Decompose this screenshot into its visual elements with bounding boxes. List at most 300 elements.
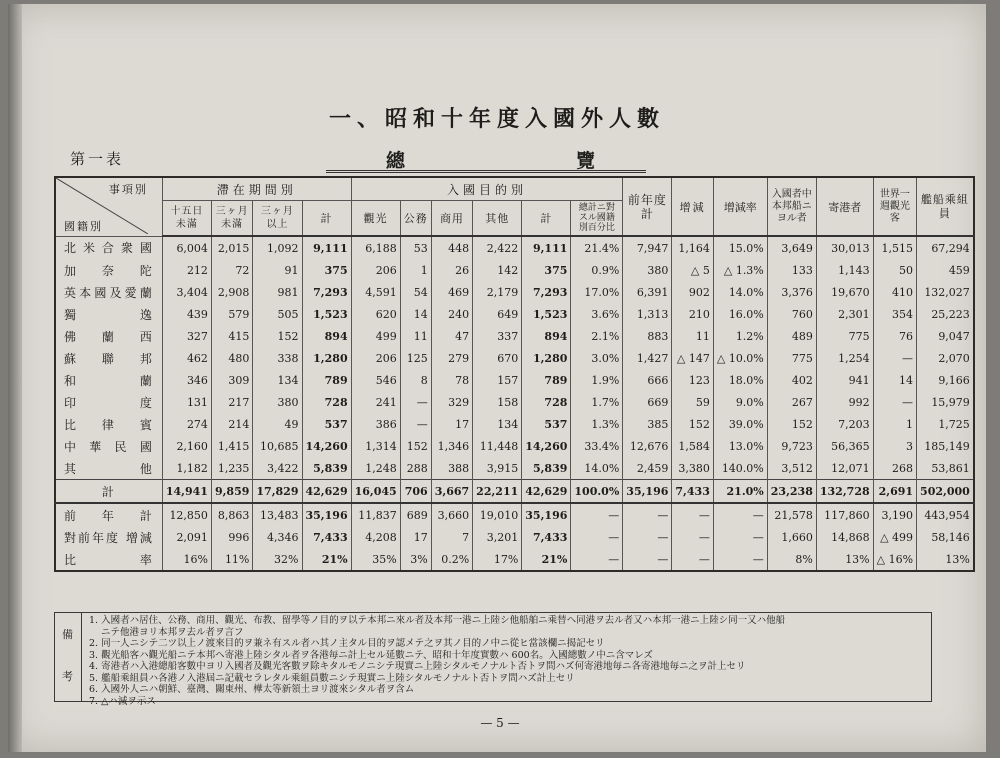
table-cell: 894 bbox=[522, 325, 571, 347]
notes-side-bottom: 考 bbox=[62, 670, 73, 683]
table-cell: 1,584 bbox=[672, 435, 713, 457]
table-cell: 579 bbox=[211, 303, 252, 325]
row-label: 事項別 bbox=[108, 183, 148, 196]
table-row bbox=[55, 435, 974, 457]
stay-col-header: 三ヶ月以上 bbox=[253, 201, 302, 237]
page-title: 一、昭和十年度入國外人數 bbox=[328, 106, 665, 132]
table-cell: △ 10.0% bbox=[713, 347, 767, 369]
table-cell: 3,422 bbox=[253, 457, 302, 480]
table-body bbox=[55, 236, 974, 571]
table-cell: 14,260 bbox=[522, 435, 571, 457]
table-cell: 354 bbox=[873, 303, 916, 325]
table-cell: 7 bbox=[431, 526, 472, 548]
table-cell: 385 bbox=[623, 413, 672, 435]
table-cell: 789 bbox=[302, 369, 351, 391]
table-cell: 4,591 bbox=[351, 281, 400, 303]
table-row bbox=[55, 369, 974, 391]
table-cell: 469 bbox=[431, 281, 472, 303]
table-cell: 14.0% bbox=[713, 281, 767, 303]
table-cell: 309 bbox=[211, 369, 252, 391]
row-label: 其他 bbox=[55, 457, 162, 480]
table-cell: 7,433 bbox=[302, 526, 351, 548]
table-cell: 16,045 bbox=[351, 480, 400, 504]
table-cell: 15.0% bbox=[713, 236, 767, 259]
table-cell: 2,301 bbox=[816, 303, 873, 325]
table-cell: 140.0% bbox=[713, 457, 767, 480]
table-cell: 240 bbox=[431, 303, 472, 325]
table-cell: 6,391 bbox=[623, 281, 672, 303]
table-cell: 267 bbox=[767, 391, 816, 413]
table-cell: 1,313 bbox=[623, 303, 672, 325]
table-cell: △ 147 bbox=[672, 347, 713, 369]
table-cell: 4,346 bbox=[253, 526, 302, 548]
row-label: 中華民國 bbox=[55, 435, 162, 457]
table-cell: 3,380 bbox=[672, 457, 713, 480]
table-cell: △ 16% bbox=[873, 548, 916, 571]
table-cell: 91 bbox=[253, 259, 302, 281]
table-cell: 6,004 bbox=[162, 236, 211, 259]
table-cell: 42,629 bbox=[522, 480, 571, 504]
table-cell: 546 bbox=[351, 369, 400, 391]
table-cell: 728 bbox=[522, 391, 571, 413]
table-cell: — bbox=[623, 503, 672, 526]
note-item: ニテ他港ヨリ本邦ヲ去ル者ヲ言フ bbox=[101, 626, 244, 638]
table-cell: 12,850 bbox=[162, 503, 211, 526]
row-label: 印度 bbox=[55, 391, 162, 413]
table-cell: 100.0% bbox=[571, 480, 623, 504]
table-cell: 8 bbox=[400, 369, 431, 391]
table-cell: 206 bbox=[351, 259, 400, 281]
table-cell: 689 bbox=[400, 503, 431, 526]
table-cell: △ 1.3% bbox=[713, 259, 767, 281]
table-cell: △ 499 bbox=[873, 526, 916, 548]
table-cell: 35% bbox=[351, 548, 400, 571]
table-cell: 489 bbox=[767, 325, 816, 347]
table-cell: 537 bbox=[522, 413, 571, 435]
purpose-col-header: 商用 bbox=[431, 201, 472, 237]
table-cell: 789 bbox=[522, 369, 571, 391]
table-cell: 206 bbox=[351, 347, 400, 369]
table-cell: 3,667 bbox=[431, 480, 472, 504]
table-cell: 22,211 bbox=[473, 480, 522, 504]
table-cell: 33.4% bbox=[571, 435, 623, 457]
table-cell: 459 bbox=[917, 259, 974, 281]
table-cell: 17 bbox=[400, 526, 431, 548]
note-item: 4. 寄港者ハ入港總船客數中ヨリ入國者及觀光客數ヲ除キタルモノニシテ現實ニ上陸シタルモノナルト否トヲ問ハズ何寄港地毎ニ各寄港地毎ニ之ヲ計上セリ bbox=[89, 661, 746, 672]
col-label: 國籍別 bbox=[64, 219, 103, 233]
purpose-col-header: 公務 bbox=[400, 201, 431, 237]
table-cell: 15,979 bbox=[917, 391, 974, 413]
table-cell: — bbox=[400, 413, 431, 435]
table-cell: 14 bbox=[400, 303, 431, 325]
table-cell: 996 bbox=[211, 526, 252, 548]
table-cell: 214 bbox=[211, 413, 252, 435]
table-cell: 2,179 bbox=[473, 281, 522, 303]
table-cell: 56,365 bbox=[816, 435, 873, 457]
table-cell: 1,515 bbox=[873, 236, 916, 259]
table-cell: 17 bbox=[431, 413, 472, 435]
table-cell: 14,868 bbox=[816, 526, 873, 548]
table-cell: 380 bbox=[253, 391, 302, 413]
table-cell: 1,182 bbox=[162, 457, 211, 480]
note-item: 7. △ハ減ヲ示ス bbox=[89, 695, 156, 707]
table-cell: 152 bbox=[400, 435, 431, 457]
table-cell: 2,691 bbox=[873, 480, 916, 504]
table-cell: 1.2% bbox=[713, 325, 767, 347]
table-cell: 1.7% bbox=[571, 391, 623, 413]
table-cell: 59 bbox=[672, 391, 713, 413]
table-cell: 133 bbox=[767, 259, 816, 281]
table-cell: 58,146 bbox=[917, 526, 974, 548]
note-item: 6. 入國外人ニハ朝鮮、臺灣、關東州、樺太等新領土ヨリ渡來シタル者ヲ含ム bbox=[89, 684, 415, 695]
table-cell: 981 bbox=[253, 281, 302, 303]
table-cell: 329 bbox=[431, 391, 472, 413]
port-visitors-header: 寄港者 bbox=[816, 177, 873, 236]
table-cell: 1,660 bbox=[767, 526, 816, 548]
title-underline bbox=[326, 170, 646, 173]
table-cell: 502,000 bbox=[917, 480, 974, 504]
table-cell: 9,111 bbox=[302, 236, 351, 259]
table-cell: 1 bbox=[873, 413, 916, 435]
stay-group-header: 滯在期間別 bbox=[162, 177, 351, 201]
table-cell: 3 bbox=[873, 435, 916, 457]
table-cell: 21.4% bbox=[571, 236, 623, 259]
table-cell: 13.0% bbox=[713, 435, 767, 457]
row-label: 北米合衆國 bbox=[55, 236, 162, 259]
table-cell: 4,208 bbox=[351, 526, 400, 548]
table-cell: 1,523 bbox=[302, 303, 351, 325]
table-cell: 32% bbox=[253, 548, 302, 571]
table-cell: 142 bbox=[473, 259, 522, 281]
table-cell: 1,427 bbox=[623, 347, 672, 369]
table-cell: — bbox=[623, 548, 672, 571]
table-cell: — bbox=[571, 548, 623, 571]
table-cell: 21% bbox=[522, 548, 571, 571]
table-cell: 9.0% bbox=[713, 391, 767, 413]
purpose-group-header: 入國目的別 bbox=[351, 177, 623, 201]
table-cell: 3,660 bbox=[431, 503, 472, 526]
table-cell: 17% bbox=[473, 548, 522, 571]
table-cell: — bbox=[873, 347, 916, 369]
table-cell: 1,143 bbox=[816, 259, 873, 281]
table-cell: 3,512 bbox=[767, 457, 816, 480]
table-cell: — bbox=[713, 548, 767, 571]
table-cell: 327 bbox=[162, 325, 211, 347]
row-label: 前年計 bbox=[55, 503, 162, 526]
table-cell: 9,859 bbox=[211, 480, 252, 504]
table-row bbox=[55, 413, 974, 435]
table-cell: 2,160 bbox=[162, 435, 211, 457]
table-cell: 439 bbox=[162, 303, 211, 325]
table-cell: 3,915 bbox=[473, 457, 522, 480]
table-cell: 54 bbox=[400, 281, 431, 303]
table-cell: 8% bbox=[767, 548, 816, 571]
table-cell: 18.0% bbox=[713, 369, 767, 391]
notes-box bbox=[54, 612, 932, 707]
table-row bbox=[55, 259, 974, 281]
table-cell: 7,293 bbox=[302, 281, 351, 303]
table-cell: 268 bbox=[873, 457, 916, 480]
row-label: 對前年度 增減 bbox=[55, 526, 162, 548]
table-cell: 375 bbox=[302, 259, 351, 281]
table-cell: 1,248 bbox=[351, 457, 400, 480]
table-cell: 11% bbox=[211, 548, 252, 571]
world-tour-header: 世界一週觀光客 bbox=[873, 177, 916, 236]
table-cell: 7,293 bbox=[522, 281, 571, 303]
table-row bbox=[55, 480, 974, 504]
header-row-1 bbox=[55, 177, 974, 201]
table-cell: 3,201 bbox=[473, 526, 522, 548]
table-cell: 14,941 bbox=[162, 480, 211, 504]
table-cell: 30,013 bbox=[816, 236, 873, 259]
table-cell: 728 bbox=[302, 391, 351, 413]
table-row bbox=[55, 303, 974, 325]
table-cell: 132,027 bbox=[917, 281, 974, 303]
table-cell: 338 bbox=[253, 347, 302, 369]
table-cell: 76 bbox=[873, 325, 916, 347]
table-cell: 39.0% bbox=[713, 413, 767, 435]
table-cell: 12,676 bbox=[623, 435, 672, 457]
table-cell: 620 bbox=[351, 303, 400, 325]
table-cell: 448 bbox=[431, 236, 472, 259]
table-cell: 12,071 bbox=[816, 457, 873, 480]
table-cell: 19,670 bbox=[816, 281, 873, 303]
table-cell: 669 bbox=[623, 391, 672, 413]
table-cell: 1.3% bbox=[571, 413, 623, 435]
table-cell: 1,092 bbox=[253, 236, 302, 259]
table-cell: 134 bbox=[473, 413, 522, 435]
table-cell: 775 bbox=[767, 347, 816, 369]
change-rate-header: 增減率 bbox=[713, 177, 767, 236]
table-cell: 11,448 bbox=[473, 435, 522, 457]
table-cell: 410 bbox=[873, 281, 916, 303]
table-cell: 152 bbox=[672, 413, 713, 435]
table-cell: 2,459 bbox=[623, 457, 672, 480]
stay-col-header: 三ヶ月未滿 bbox=[211, 201, 252, 237]
table-cell: 1,314 bbox=[351, 435, 400, 457]
table-cell: 388 bbox=[431, 457, 472, 480]
table-row bbox=[55, 526, 974, 548]
table-cell: 13% bbox=[816, 548, 873, 571]
table-cell: 67,294 bbox=[917, 236, 974, 259]
table-cell: 131 bbox=[162, 391, 211, 413]
table-title-right: 覽 bbox=[576, 150, 598, 172]
table-cell: 380 bbox=[623, 259, 672, 281]
notes-side-label bbox=[55, 613, 82, 701]
table-cell: 2.1% bbox=[571, 325, 623, 347]
table-cell: 35,196 bbox=[302, 503, 351, 526]
table-cell: 6,188 bbox=[351, 236, 400, 259]
table-title-left: 總 bbox=[386, 150, 408, 172]
table-cell: 706 bbox=[400, 480, 431, 504]
table-cell: — bbox=[713, 503, 767, 526]
table-cell: 1,280 bbox=[522, 347, 571, 369]
table-cell: 7,433 bbox=[522, 526, 571, 548]
table-cell: 21.0% bbox=[713, 480, 767, 504]
row-label: 比律賓 bbox=[55, 413, 162, 435]
table-label: 第一表 bbox=[70, 150, 125, 168]
table-cell: 72 bbox=[211, 259, 252, 281]
table-row bbox=[55, 325, 974, 347]
purpose-col-header: 觀光 bbox=[351, 201, 400, 237]
table-cell: 14.0% bbox=[571, 457, 623, 480]
table-cell: 9,047 bbox=[917, 325, 974, 347]
table-row bbox=[55, 281, 974, 303]
row-label: 計 bbox=[55, 480, 162, 504]
table-cell: 279 bbox=[431, 347, 472, 369]
row-label: 英本國及愛蘭 bbox=[55, 281, 162, 303]
table-cell: 14 bbox=[873, 369, 916, 391]
table-cell: 19,010 bbox=[473, 503, 522, 526]
table-cell: 241 bbox=[351, 391, 400, 413]
table-cell: 3,190 bbox=[873, 503, 916, 526]
table-row bbox=[55, 347, 974, 369]
row-label: 比率 bbox=[55, 548, 162, 571]
table-cell: 2,015 bbox=[211, 236, 252, 259]
table-cell: 992 bbox=[816, 391, 873, 413]
table-cell: 1,523 bbox=[522, 303, 571, 325]
table-cell: 1,346 bbox=[431, 435, 472, 457]
table-cell: — bbox=[623, 526, 672, 548]
table-cell: 23,238 bbox=[767, 480, 816, 504]
table-cell: 35,196 bbox=[522, 503, 571, 526]
table-cell: 883 bbox=[623, 325, 672, 347]
table-cell: 1,415 bbox=[211, 435, 252, 457]
table-cell: 123 bbox=[672, 369, 713, 391]
table-cell: 0.2% bbox=[431, 548, 472, 571]
stay-col-header: 十五日未滿 bbox=[162, 201, 211, 237]
table-cell: 152 bbox=[767, 413, 816, 435]
table-cell: 775 bbox=[816, 325, 873, 347]
table-cell: 125 bbox=[400, 347, 431, 369]
prev-year-header: 前年度計 bbox=[623, 177, 672, 236]
table-cell: 13% bbox=[917, 548, 974, 571]
note-item: 2. 同一人ニシテ二ツ以上ノ渡來目的ヲ兼ネ有スル者ハ其ノ主タル目的ヲ認メテ之ヲ其ノ目的ノ中ニ從ヒ當該欄ニ揭記セリ bbox=[89, 638, 605, 649]
table-cell: 505 bbox=[253, 303, 302, 325]
table-cell: 132,728 bbox=[816, 480, 873, 504]
table-cell: 26 bbox=[431, 259, 472, 281]
table-row bbox=[55, 503, 974, 526]
table-cell: 443,954 bbox=[917, 503, 974, 526]
table-cell: 2,091 bbox=[162, 526, 211, 548]
table-cell: 9,166 bbox=[917, 369, 974, 391]
table-cell: 1,235 bbox=[211, 457, 252, 480]
table-cell: 537 bbox=[302, 413, 351, 435]
table-cell: △ 5 bbox=[672, 259, 713, 281]
table-cell: 1,280 bbox=[302, 347, 351, 369]
table-cell: 1,254 bbox=[816, 347, 873, 369]
row-label: 加奈陀 bbox=[55, 259, 162, 281]
table-cell: 3.0% bbox=[571, 347, 623, 369]
table-cell: 3,376 bbox=[767, 281, 816, 303]
table-cell: 11,837 bbox=[351, 503, 400, 526]
table-cell: 53,861 bbox=[917, 457, 974, 480]
purpose-col-header: 其他 bbox=[473, 201, 522, 237]
table-cell: 274 bbox=[162, 413, 211, 435]
ship-entry-header: 入國者中本邦船ニヨル者 bbox=[767, 177, 816, 236]
table-cell: 5,839 bbox=[522, 457, 571, 480]
table-cell: 2,070 bbox=[917, 347, 974, 369]
table-cell: 5,839 bbox=[302, 457, 351, 480]
table-cell: 42,629 bbox=[302, 480, 351, 504]
change-header: 增減 bbox=[672, 177, 713, 236]
table-cell: 49 bbox=[253, 413, 302, 435]
table-cell: 2,908 bbox=[211, 281, 252, 303]
table-cell: 53 bbox=[400, 236, 431, 259]
stay-col-header: 計 bbox=[302, 201, 351, 237]
table-cell: 7,203 bbox=[816, 413, 873, 435]
table-cell: 210 bbox=[672, 303, 713, 325]
table-row bbox=[55, 391, 974, 413]
table-cell: 11 bbox=[400, 325, 431, 347]
table-cell: 1,164 bbox=[672, 236, 713, 259]
table-cell: 1.9% bbox=[571, 369, 623, 391]
table-cell: — bbox=[672, 548, 713, 571]
table-cell: — bbox=[873, 391, 916, 413]
table-cell: 499 bbox=[351, 325, 400, 347]
page-number: — 5 — bbox=[480, 716, 520, 730]
table-cell: 35,196 bbox=[623, 480, 672, 504]
table-cell: 7,947 bbox=[623, 236, 672, 259]
table-cell: — bbox=[713, 526, 767, 548]
table-cell: 894 bbox=[302, 325, 351, 347]
crew-header: 艦船乘組員 bbox=[917, 177, 974, 236]
table-cell: 760 bbox=[767, 303, 816, 325]
notes-list bbox=[89, 615, 785, 707]
table-cell: 670 bbox=[473, 347, 522, 369]
table-cell: 10,685 bbox=[253, 435, 302, 457]
table-cell: 217 bbox=[211, 391, 252, 413]
table-cell: 7,433 bbox=[672, 480, 713, 504]
table-cell: 14,260 bbox=[302, 435, 351, 457]
table-cell: 649 bbox=[473, 303, 522, 325]
table-cell: 3,404 bbox=[162, 281, 211, 303]
row-label: 蘇聯邦 bbox=[55, 347, 162, 369]
table-cell: 3.6% bbox=[571, 303, 623, 325]
table-cell: 1,725 bbox=[917, 413, 974, 435]
table-cell: 415 bbox=[211, 325, 252, 347]
notes-side-top: 備 bbox=[62, 628, 73, 641]
table-cell: 16.0% bbox=[713, 303, 767, 325]
table-cell: 941 bbox=[816, 369, 873, 391]
table-cell: — bbox=[571, 503, 623, 526]
table-cell: 17,829 bbox=[253, 480, 302, 504]
corner-header bbox=[55, 177, 162, 236]
table-cell: 25,223 bbox=[917, 303, 974, 325]
table-cell: 152 bbox=[253, 325, 302, 347]
table-row bbox=[55, 548, 974, 571]
table-cell: 3% bbox=[400, 548, 431, 571]
table-cell: 902 bbox=[672, 281, 713, 303]
table-cell: 212 bbox=[162, 259, 211, 281]
table-cell: 13,483 bbox=[253, 503, 302, 526]
table-cell: — bbox=[400, 391, 431, 413]
table-cell: 185,149 bbox=[917, 435, 974, 457]
note-item: 5. 艦船乘組員ハ各港ノ入港屆ニ記載セラレタル乘組員數ニシテ現實ニ上陸シタルモノナルト否トヲ問ハズ計上セリ bbox=[89, 672, 575, 684]
table-cell: 3,649 bbox=[767, 236, 816, 259]
table-cell: 1 bbox=[400, 259, 431, 281]
table-cell: 386 bbox=[351, 413, 400, 435]
table-cell: 47 bbox=[431, 325, 472, 347]
table-row bbox=[55, 457, 974, 480]
table-cell: 8,863 bbox=[211, 503, 252, 526]
table-cell: 21% bbox=[302, 548, 351, 571]
table-cell: 157 bbox=[473, 369, 522, 391]
note-item: 3. 觀光船客ハ觀光船ニテ本邦ヘ寄港上陸シタル者ヲ各港毎ニ計上セル延數ニテ、昭和十年度實數ハ 600名。入國總數ノ中ニ含マレズ bbox=[89, 649, 653, 661]
table-cell: 17.0% bbox=[571, 281, 623, 303]
table-cell: 11 bbox=[672, 325, 713, 347]
table-cell: 337 bbox=[473, 325, 522, 347]
